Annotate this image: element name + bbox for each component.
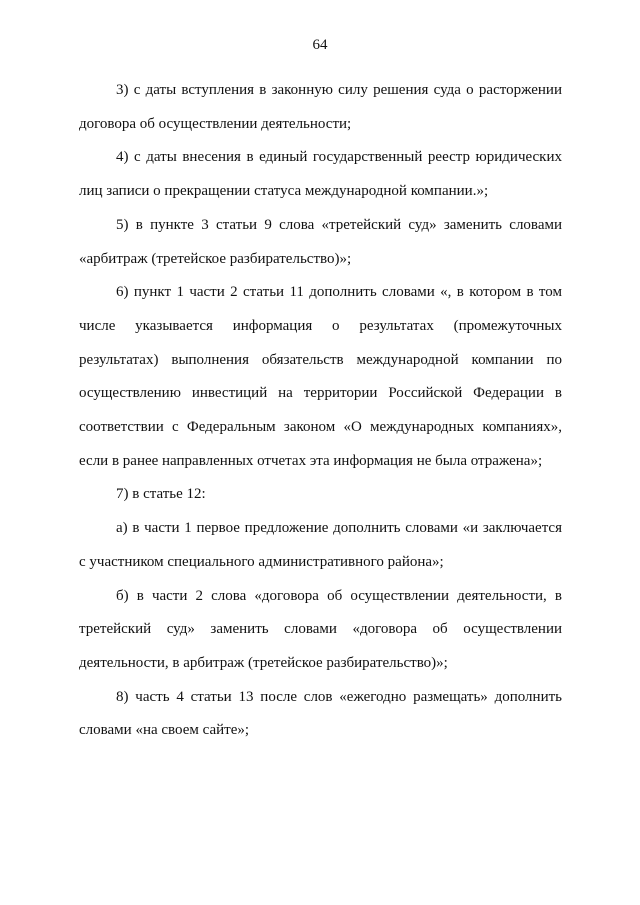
paragraph-subitem-b: б) в части 2 слова «договора об осуществлении деятельности, в третейский суд» заменить словами «договора об осуществлении деятельности, в арбитраж (третейское разбирательство)»;	[79, 587, 562, 671]
paragraph-item-6: 6) пункт 1 части 2 статьи 11 дополнить словами «, в котором в том числе указывается информация о результатах (промежуточных результатах) выполнения обязательств международной компании по осуществлению инвестиций на территории Российской Федерации в соответствии с Федеральным законом «О международных компаниях», если в ранее направленных отчетах эта информация не была отражена»;	[79, 284, 562, 469]
page-number: 64	[312, 37, 328, 53]
paragraph-item-8: 8) часть 4 статьи 13 после слов «ежегодно размещать» дополнить словами «на своем сайте»;	[79, 688, 562, 739]
paragraph-item-5: 5) в пункте 3 статьи 9 слова «третейский суд» заменить словами «арбитраж (третейское разбирательство)»;	[79, 216, 562, 267]
paragraph-item-3: 3) с даты вступления в законную силу решения суда о расторжении договора об осуществлении деятельности;	[79, 82, 562, 132]
paragraph-item-4: 4) с даты внесения в единый государственный реестр юридических лиц записи о прекращении статуса международной компании.»;	[79, 149, 562, 200]
document-body	[79, 74, 562, 748]
paragraph-subitem-a: а) в части 1 первое предложение дополнить словами «и заключается с участником специального административного района»;	[79, 520, 562, 570]
paragraph-item-7: 7) в статье 12:	[116, 486, 206, 503]
